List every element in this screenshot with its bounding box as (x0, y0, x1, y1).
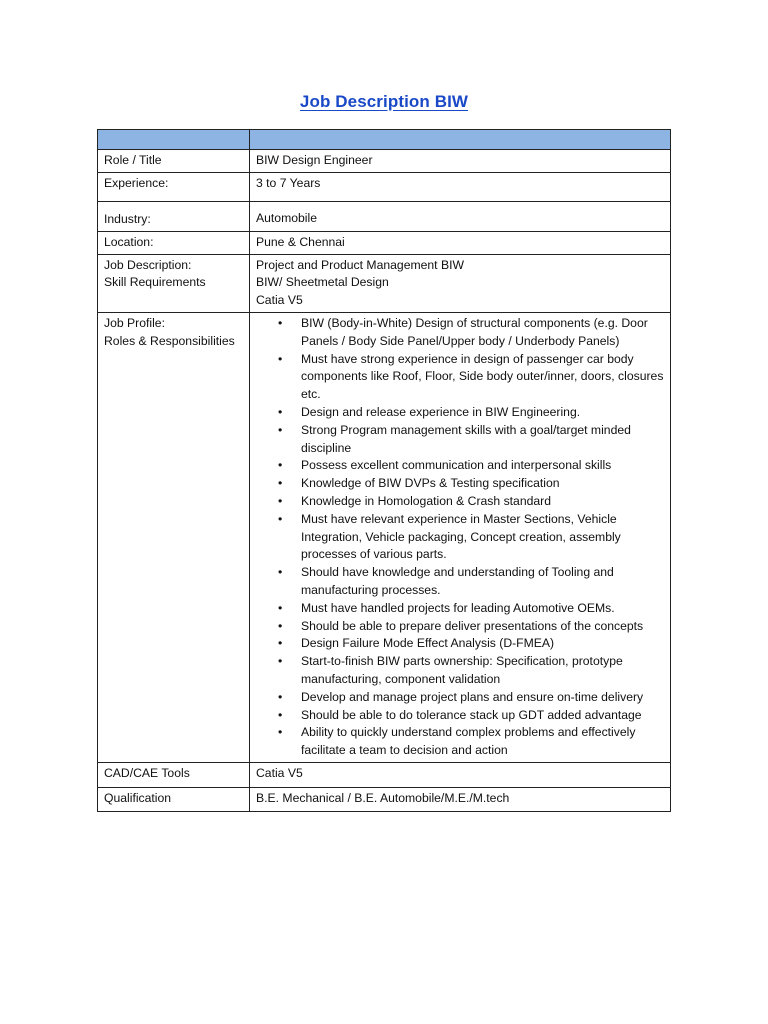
header-cell-right (250, 130, 671, 150)
list-item (256, 707, 664, 725)
cad-label: CAD/CAE Tools (98, 762, 250, 787)
profile-bullets-cell (250, 312, 671, 762)
list-item-text: Knowledge in Homologation & Crash standard (301, 493, 551, 508)
list-item (256, 724, 664, 760)
role-value: BIW Design Engineer (250, 150, 671, 173)
bullet-icon: • (278, 565, 283, 580)
description-value-line: BIW/ Sheetmetal Design (256, 275, 389, 290)
list-item (256, 315, 664, 351)
profile-label-line: Roles & Responsibilities (104, 333, 235, 348)
table-header-row (98, 130, 671, 150)
list-item (256, 422, 664, 458)
description-label-line: Job Description: (104, 257, 192, 272)
list-item (256, 689, 664, 707)
list-item-text: Must have relevant experience in Master Sections, Vehicle Integration, Vehicle packaging, Concept creation, assembly processes of various parts. (301, 511, 621, 562)
list-item (256, 351, 664, 404)
list-item-text: Should have knowledge and understanding of Tooling and manufacturing processes. (301, 565, 614, 597)
list-item-text: Must have handled projects for leading Automotive OEMs. (301, 600, 615, 615)
list-item (256, 475, 664, 493)
list-item-text: Design Failure Mode Effect Analysis (D-FMEA) (301, 636, 555, 651)
description-label (98, 254, 250, 312)
list-item (256, 404, 664, 422)
profile-label-line: Job Profile: (104, 315, 165, 330)
responsibilities-list (256, 315, 664, 760)
cad-value: Catia V5 (250, 762, 671, 787)
list-item (256, 653, 664, 689)
table-row-location (98, 231, 671, 254)
list-item-text: Should be able to do tolerance stack up GDT added advantage (301, 707, 642, 722)
bullet-icon: • (278, 476, 283, 491)
bullet-icon: • (278, 600, 283, 615)
experience-label: Experience: (98, 172, 250, 201)
bullet-icon: • (278, 493, 283, 508)
list-item-text: Should be able to prepare deliver presentations of the concepts (301, 618, 644, 633)
industry-label-text: Industry: (104, 211, 151, 226)
list-item (256, 600, 664, 618)
bullet-icon: • (278, 689, 283, 704)
header-cell-left (98, 130, 250, 150)
bullet-icon: • (278, 636, 283, 651)
industry-value (250, 201, 671, 231)
list-item-text: Strong Program management skills with a goal/target minded discipline (301, 422, 631, 455)
bullet-icon: • (278, 458, 283, 473)
description-label-line: Skill Requirements (104, 275, 206, 290)
document-title: Job Description BIW (299, 92, 469, 111)
list-item (256, 618, 664, 636)
location-value: Pune & Chennai (250, 231, 671, 254)
bullet-icon: • (278, 654, 283, 669)
list-item (256, 457, 664, 475)
bullet-icon: • (278, 351, 283, 366)
list-item-text: Ability to quickly understand complex problems and effectively facilitate a team to decision and action (301, 725, 636, 758)
table-row-profile (98, 312, 671, 762)
list-item-text: Possess excellent communication and interpersonal skills (301, 458, 612, 473)
bullet-icon: • (278, 315, 283, 330)
experience-value: 3 to 7 Years (250, 172, 671, 201)
industry-label (98, 201, 250, 231)
qualification-value: B.E. Mechanical / B.E. Automobile/M.E./M.tech (250, 787, 671, 811)
list-item (256, 493, 664, 511)
list-item-text: Must have strong experience in design of passenger car body components like Roof, Floor, Side body outer/inner, doors, closures etc. (301, 351, 664, 402)
list-item-text: Start-to-finish BIW parts ownership: Specification, prototype manufacturing, component validation (301, 654, 623, 686)
location-label: Location: (98, 231, 250, 254)
industry-value-text: Automobile (256, 210, 317, 225)
list-item-text: BIW (Body-in-White) Design of structural components (e.g. Door Panels / Body Side Panel/Upper body / Underbody Panels) (301, 315, 648, 348)
list-item-text: Knowledge of BIW DVPs & Testing specification (301, 476, 560, 491)
list-item (256, 635, 664, 653)
bullet-icon: • (278, 511, 283, 526)
table-row-qualification (98, 787, 671, 811)
bullet-icon: • (278, 618, 283, 633)
bullet-icon: • (278, 725, 283, 740)
table-row-industry (98, 201, 671, 231)
list-item (256, 511, 664, 564)
list-item (256, 564, 664, 600)
description-value-line: Catia V5 (256, 293, 303, 308)
bullet-icon: • (278, 404, 283, 419)
table-row-experience (98, 172, 671, 201)
role-label: Role / Title (98, 150, 250, 173)
table-row-description (98, 254, 671, 312)
list-item-text: Develop and manage project plans and ensure on-time delivery (301, 689, 644, 704)
bullet-icon: • (278, 707, 283, 722)
list-item-text: Design and release experience in BIW Engineering. (301, 404, 581, 419)
description-value (250, 254, 671, 312)
bullet-icon: • (278, 422, 283, 437)
table-row-cad-tools (98, 762, 671, 787)
job-description-table (97, 129, 671, 812)
qualification-label: Qualification (98, 787, 250, 811)
profile-label (98, 312, 250, 762)
table-row-role (98, 150, 671, 173)
description-value-line: Project and Product Management BIW (256, 257, 464, 272)
